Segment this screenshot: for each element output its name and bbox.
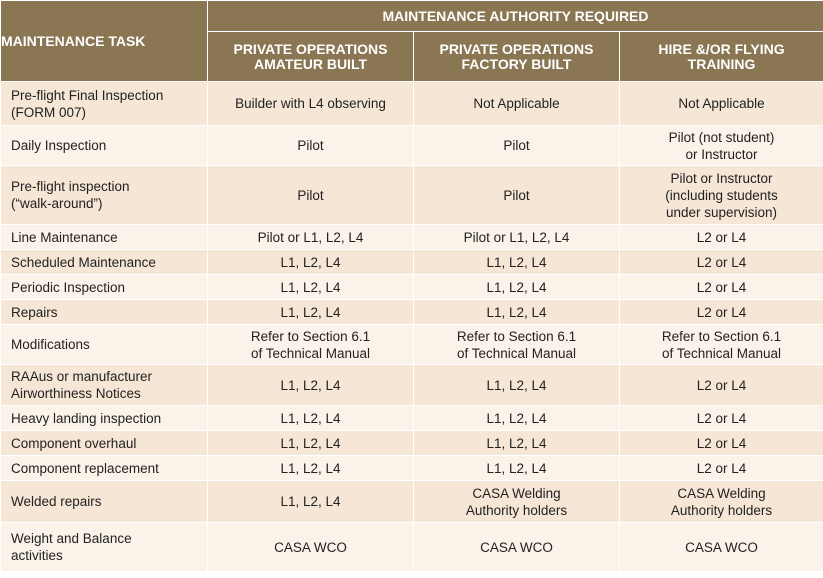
table-row bbox=[1, 275, 823, 300]
hire-training-cell: L2 or L4 bbox=[620, 275, 823, 300]
hire-training-cell: L2 or L4 bbox=[620, 365, 823, 406]
task-cell: Line Maintenance bbox=[1, 225, 208, 250]
factory-built-cell: Not Applicable bbox=[414, 82, 620, 126]
hire-training-cell: CASA WCO bbox=[620, 523, 823, 572]
amateur-built-cell: L1, L2, L4 bbox=[208, 275, 414, 300]
hire-training-cell: Refer to Section 6.1 of Technical Manual bbox=[620, 325, 823, 365]
amateur-built-cell: Builder with L4 observing bbox=[208, 82, 414, 126]
task-cell: Component replacement bbox=[1, 456, 208, 481]
table-row bbox=[1, 406, 823, 431]
amateur-built-cell: L1, L2, L4 bbox=[208, 456, 414, 481]
factory-built-cell: L1, L2, L4 bbox=[414, 250, 620, 275]
table-row bbox=[1, 300, 823, 325]
hire-training-cell: L2 or L4 bbox=[620, 431, 823, 456]
task-cell: Periodic Inspection bbox=[1, 275, 208, 300]
factory-built-cell: Refer to Section 6.1 of Technical Manual bbox=[414, 325, 620, 365]
table-row bbox=[1, 431, 823, 456]
table-row bbox=[1, 166, 823, 225]
task-cell: Pre-flight inspection (“walk-around”) bbox=[1, 166, 208, 225]
authority-group-header: MAINTENANCE AUTHORITY REQUIRED bbox=[208, 1, 823, 32]
hire-training-cell: L2 or L4 bbox=[620, 300, 823, 325]
task-cell: Scheduled Maintenance bbox=[1, 250, 208, 275]
factory-built-cell: CASA WCO bbox=[414, 523, 620, 572]
factory-built-cell: Pilot bbox=[414, 126, 620, 166]
hire-training-cell: Pilot or Instructor (including students under supervision) bbox=[620, 166, 823, 225]
task-cell: Heavy landing inspection bbox=[1, 406, 208, 431]
factory-built-cell: L1, L2, L4 bbox=[414, 431, 620, 456]
amateur-built-cell: Pilot bbox=[208, 126, 414, 166]
task-cell: Component overhaul bbox=[1, 431, 208, 456]
amateur-built-cell: L1, L2, L4 bbox=[208, 365, 414, 406]
task-column-header: MAINTENANCE TASK bbox=[1, 1, 208, 82]
amateur-built-cell: L1, L2, L4 bbox=[208, 406, 414, 431]
factory-built-cell: L1, L2, L4 bbox=[414, 275, 620, 300]
factory-built-cell: L1, L2, L4 bbox=[414, 406, 620, 431]
hire-training-cell: CASA Welding Authority holders bbox=[620, 481, 823, 523]
amateur-built-cell: L1, L2, L4 bbox=[208, 481, 414, 523]
factory-built-cell: Pilot or L1, L2, L4 bbox=[414, 225, 620, 250]
task-cell: Pre-flight Final Inspection (FORM 007) bbox=[1, 82, 208, 126]
amateur-built-cell: Pilot bbox=[208, 166, 414, 225]
hire-training-cell: L2 or L4 bbox=[620, 456, 823, 481]
table-row bbox=[1, 225, 823, 250]
column-header-factory-built: PRIVATE OPERATIONS FACTORY BUILT bbox=[414, 32, 620, 82]
table-row bbox=[1, 365, 823, 406]
hire-training-cell: L2 or L4 bbox=[620, 406, 823, 431]
table-row bbox=[1, 250, 823, 275]
table-row bbox=[1, 481, 823, 523]
factory-built-cell: L1, L2, L4 bbox=[414, 456, 620, 481]
task-cell: Daily Inspection bbox=[1, 126, 208, 166]
table-row bbox=[1, 82, 823, 126]
column-header-amateur-built: PRIVATE OPERATIONS AMATEUR BUILT bbox=[208, 32, 414, 82]
amateur-built-cell: Refer to Section 6.1 of Technical Manual bbox=[208, 325, 414, 365]
amateur-built-cell: Pilot or L1, L2, L4 bbox=[208, 225, 414, 250]
task-cell: Welded repairs bbox=[1, 481, 208, 523]
factory-built-cell: Pilot bbox=[414, 166, 620, 225]
table-row bbox=[1, 523, 823, 572]
amateur-built-cell: L1, L2, L4 bbox=[208, 300, 414, 325]
hire-training-cell: Pilot (not student) or Instructor bbox=[620, 126, 823, 166]
hire-training-cell: Not Applicable bbox=[620, 82, 823, 126]
task-cell: RAAus or manufacturer Airworthiness Notices bbox=[1, 365, 208, 406]
amateur-built-cell: CASA WCO bbox=[208, 523, 414, 572]
table-row bbox=[1, 126, 823, 166]
task-cell: Modifications bbox=[1, 325, 208, 365]
factory-built-cell: CASA Welding Authority holders bbox=[414, 481, 620, 523]
amateur-built-cell: L1, L2, L4 bbox=[208, 431, 414, 456]
hire-training-cell: L2 or L4 bbox=[620, 225, 823, 250]
table-row bbox=[1, 456, 823, 481]
factory-built-cell: L1, L2, L4 bbox=[414, 365, 620, 406]
task-cell: Repairs bbox=[1, 300, 208, 325]
hire-training-cell: L2 or L4 bbox=[620, 250, 823, 275]
column-header-hire-training: HIRE &/OR FLYING TRAINING bbox=[620, 32, 823, 82]
amateur-built-cell: L1, L2, L4 bbox=[208, 250, 414, 275]
task-cell: Weight and Balance activities bbox=[1, 523, 208, 572]
table-row bbox=[1, 325, 823, 365]
factory-built-cell: L1, L2, L4 bbox=[414, 300, 620, 325]
